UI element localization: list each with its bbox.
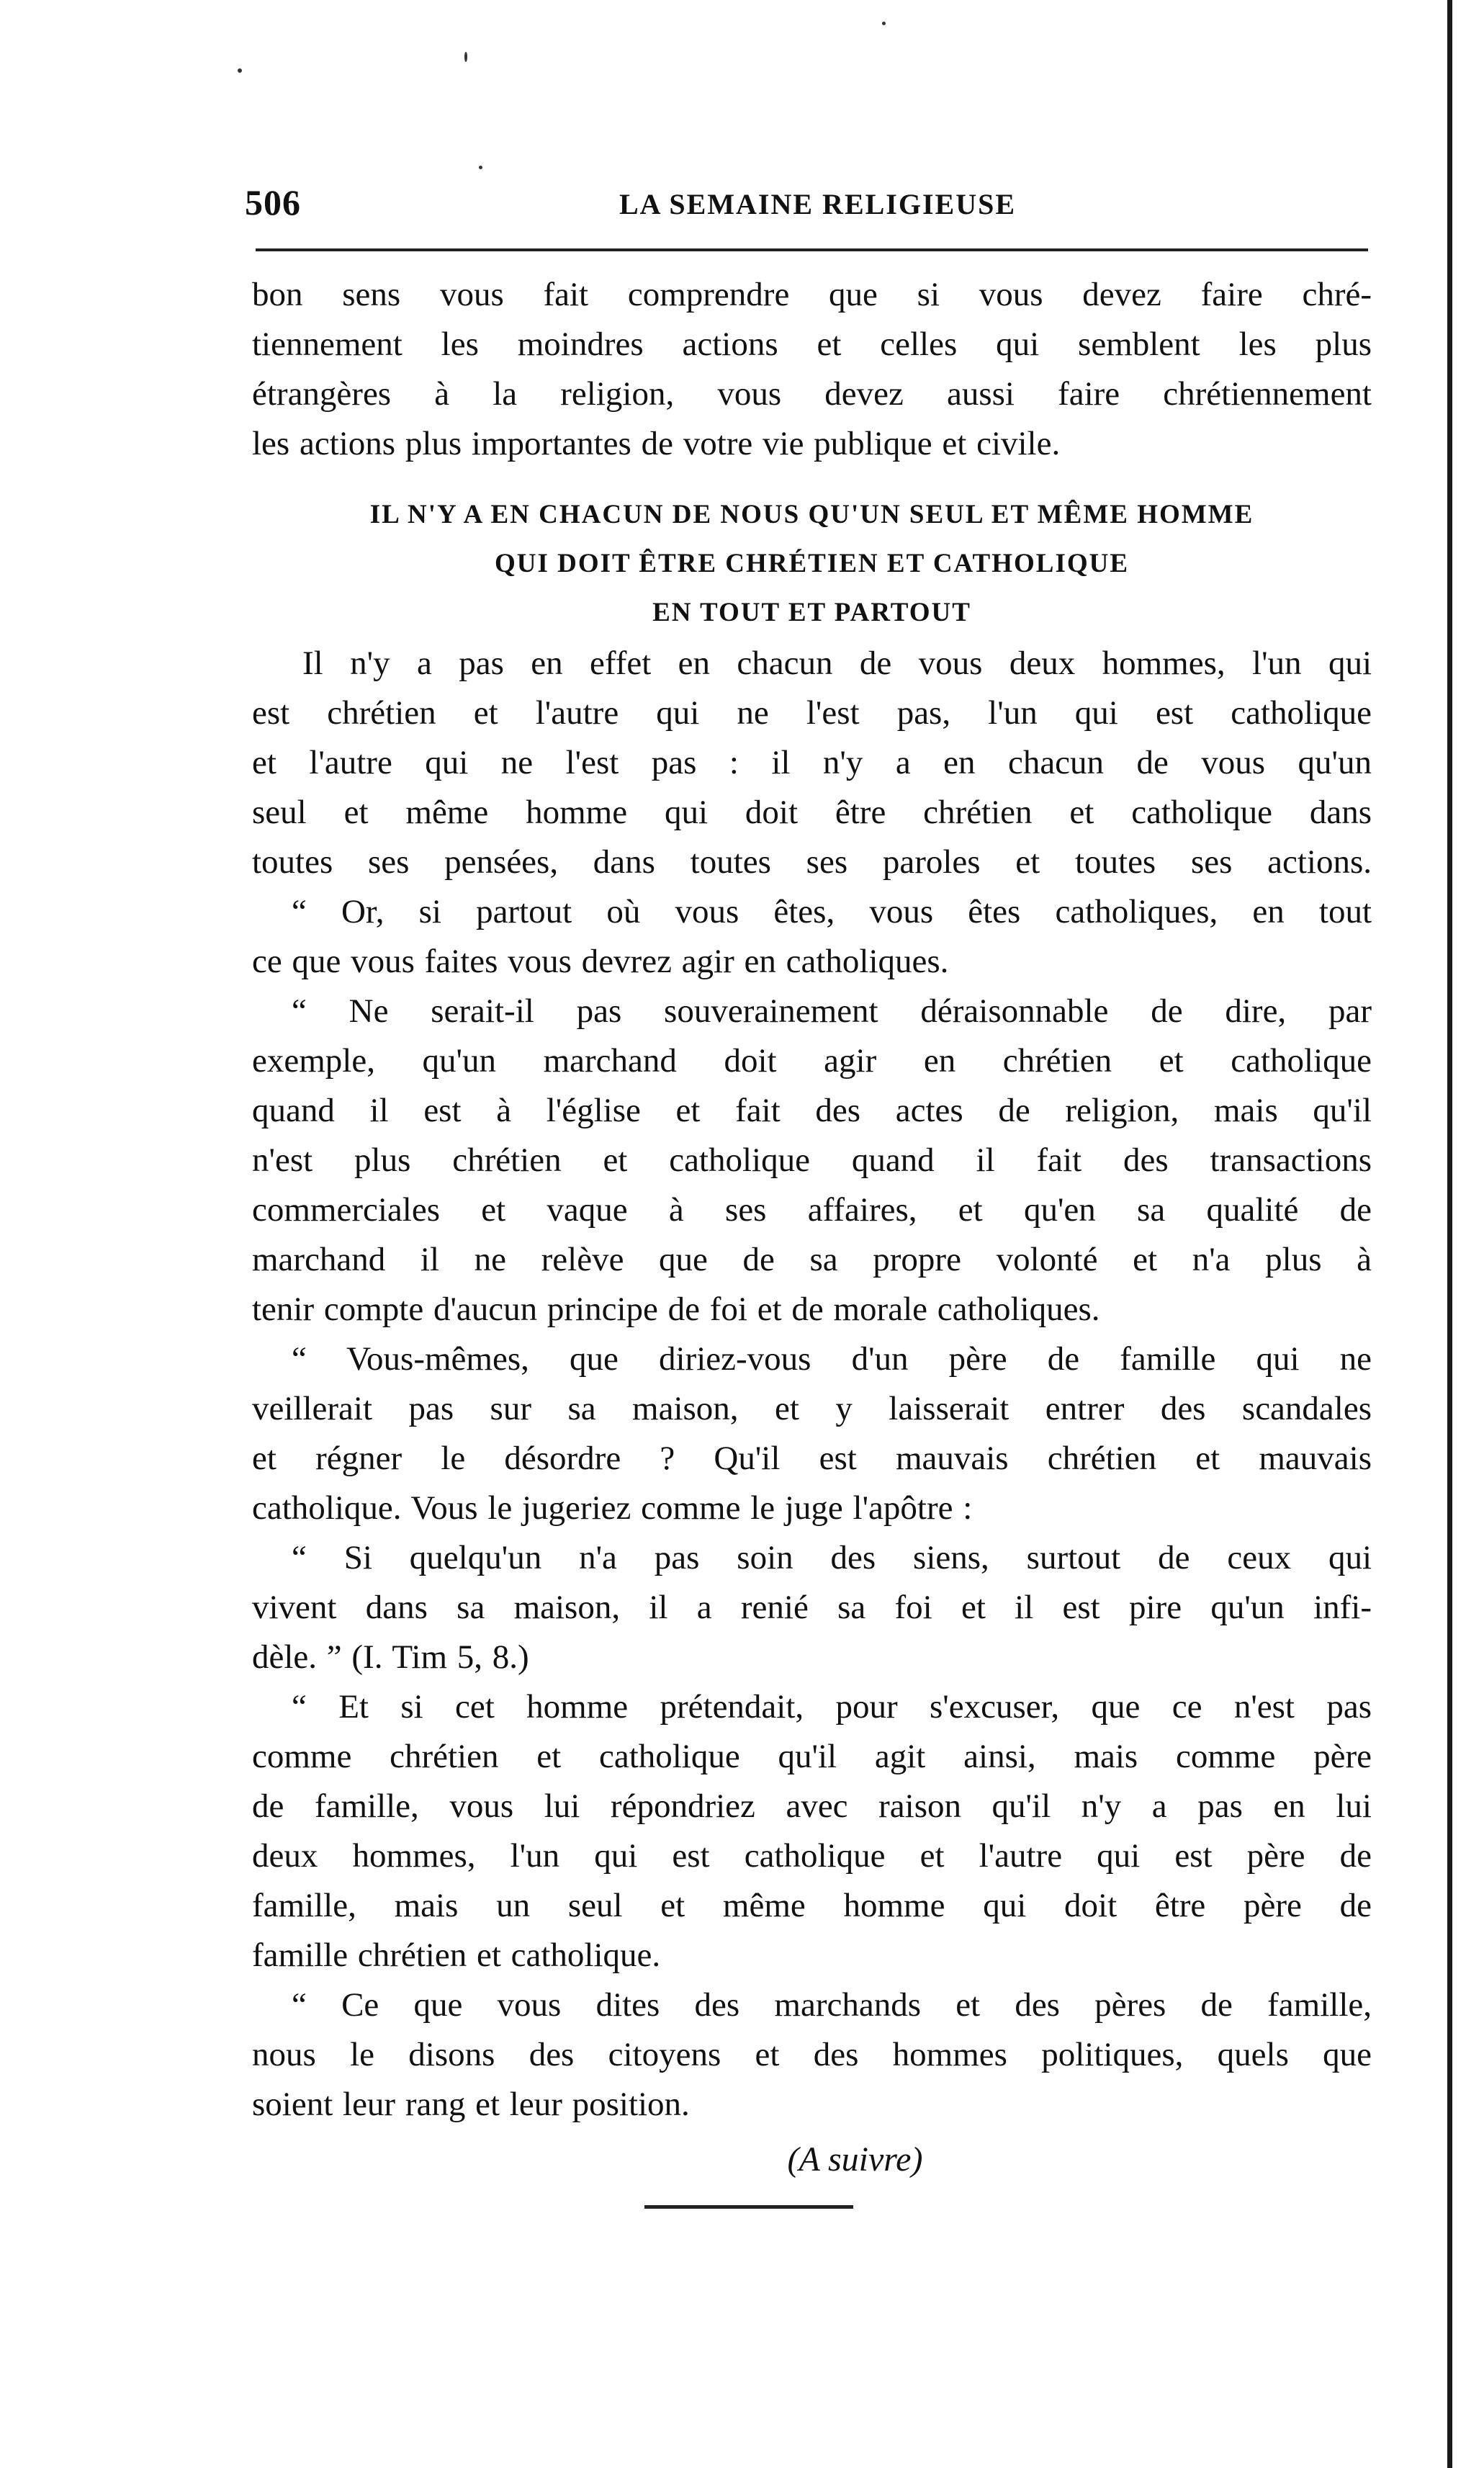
section-heading-line: IL N'Y A EN CHACUN DE NOUS QU'UN SEUL ET MÊME HOMME <box>369 500 1254 529</box>
text-line: Il n'y a pas en effet en chacun de vous deux hommes, l'un qui <box>302 645 1372 682</box>
text-line: soient leur rang et leur position. <box>252 2086 690 2123</box>
text-line: “ Si quelqu'un n'a pas soin des siens, surtout de ceux qui <box>292 1539 1372 1576</box>
header-rule <box>256 248 1368 251</box>
scan-speck <box>238 68 242 73</box>
paragraph <box>252 1980 1372 2130</box>
scan-speck <box>464 52 467 62</box>
paragraph <box>252 639 1372 887</box>
text-line: comme chrétien et catholique qu'il agit ainsi, mais comme père <box>252 1738 1372 1775</box>
text-line: et l'autre qui ne l'est pas : il n'y a en chacun de vous qu'un <box>252 744 1372 781</box>
section-heading-line: EN TOUT ET PARTOUT <box>652 598 971 627</box>
text-line: seul et même homme qui doit être chrétien et catholique dans <box>252 794 1372 831</box>
text-line: les actions plus importantes de votre vie publique et civile. <box>252 425 1061 462</box>
text-line: veillerait pas sur sa maison, et y laisserait entrer des scandales <box>252 1390 1372 1427</box>
text-line: tenir compte d'aucun principe de foi et de morale catholiques. <box>252 1291 1100 1328</box>
paragraph <box>252 1682 1372 1980</box>
body-text <box>252 270 1372 2186</box>
page-header <box>245 181 1368 232</box>
text-line: dèle. ” (I. Tim 5, 8.) <box>252 1638 529 1676</box>
section-heading <box>252 490 1372 637</box>
end-rule <box>644 2205 853 2209</box>
text-line: “ Vous-mêmes, que diriez-vous d'un père de famille qui ne <box>292 1340 1372 1378</box>
opening-paragraph <box>252 270 1372 469</box>
to-be-continued: (A suivre) <box>787 2140 923 2178</box>
scan-speck <box>882 22 886 25</box>
text-line: bon sens vous fait comprendre que si vous devez faire chré- <box>252 276 1372 313</box>
scan-speck <box>479 166 482 169</box>
text-line: nous le disons des citoyens et des hommes politiques, quels que <box>252 2036 1372 2073</box>
text-line: famille chrétien et catholique. <box>252 1937 661 1974</box>
text-line: quand il est à l'église et fait des actes de religion, mais qu'il <box>252 1092 1372 1129</box>
text-line: étrangères à la religion, vous devez aussi faire chrétiennement <box>252 375 1372 413</box>
paragraph <box>252 987 1372 1334</box>
text-line: marchand il ne relève que de sa propre volonté et n'a plus à <box>252 1241 1372 1278</box>
text-line: “ Ce que vous dites des marchands et des pères de famille, <box>292 1986 1372 2024</box>
paragraph <box>252 1533 1372 1682</box>
text-line: catholique. Vous le jugeriez comme le juge l'apôtre : <box>252 1489 973 1527</box>
text-line: exemple, qu'un marchand doit agir en chrétien et catholique <box>252 1042 1372 1080</box>
text-line: deux hommes, l'un qui est catholique et l'autre qui est père de <box>252 1837 1372 1875</box>
text-line: famille, mais un seul et même homme qui doit être père de <box>252 1887 1372 1924</box>
text-line: tiennement les moindres actions et celles qui semblent les plus <box>252 326 1372 363</box>
text-line: commerciales et vaque à ses affaires, et qu'en sa qualité de <box>252 1191 1372 1229</box>
text-line: est chrétien et l'autre qui ne l'est pas, l'un qui est catholique <box>252 694 1372 732</box>
paragraph <box>252 1334 1372 1533</box>
text-line: “ Ne serait-il pas souverainement déraisonnable de dire, par <box>292 992 1372 1030</box>
text-line: “ Et si cet homme prétendait, pour s'excuser, que ce n'est pas <box>292 1688 1372 1726</box>
section-heading-line: QUI DOIT ÊTRE CHRÉTIEN ET CATHOLIQUE <box>494 549 1130 578</box>
text-line: n'est plus chrétien et catholique quand il fait des transactions <box>252 1141 1372 1179</box>
text-line: ce que vous faites vous devrez agir en catholiques. <box>252 943 949 980</box>
scan-edge-shadow <box>1447 0 1452 2468</box>
text-line: de famille, vous lui répondriez avec raison qu'il n'y a pas en lui <box>252 1787 1372 1825</box>
text-line: toutes ses pensées, dans toutes ses paroles et toutes ses actions. <box>252 843 1372 881</box>
text-line: et régner le désordre ? Qu'il est mauvais chrétien et mauvais <box>252 1440 1372 1477</box>
text-line: “ Or, si partout où vous êtes, vous êtes catholiques, en tout <box>292 893 1372 930</box>
paragraph <box>252 887 1372 987</box>
text-line: vivent dans sa maison, il a renié sa foi et il est pire qu'un infi- <box>252 1589 1372 1626</box>
running-head: LA SEMAINE RELIGIEUSE <box>619 188 1017 220</box>
page-number: 506 <box>245 182 301 223</box>
